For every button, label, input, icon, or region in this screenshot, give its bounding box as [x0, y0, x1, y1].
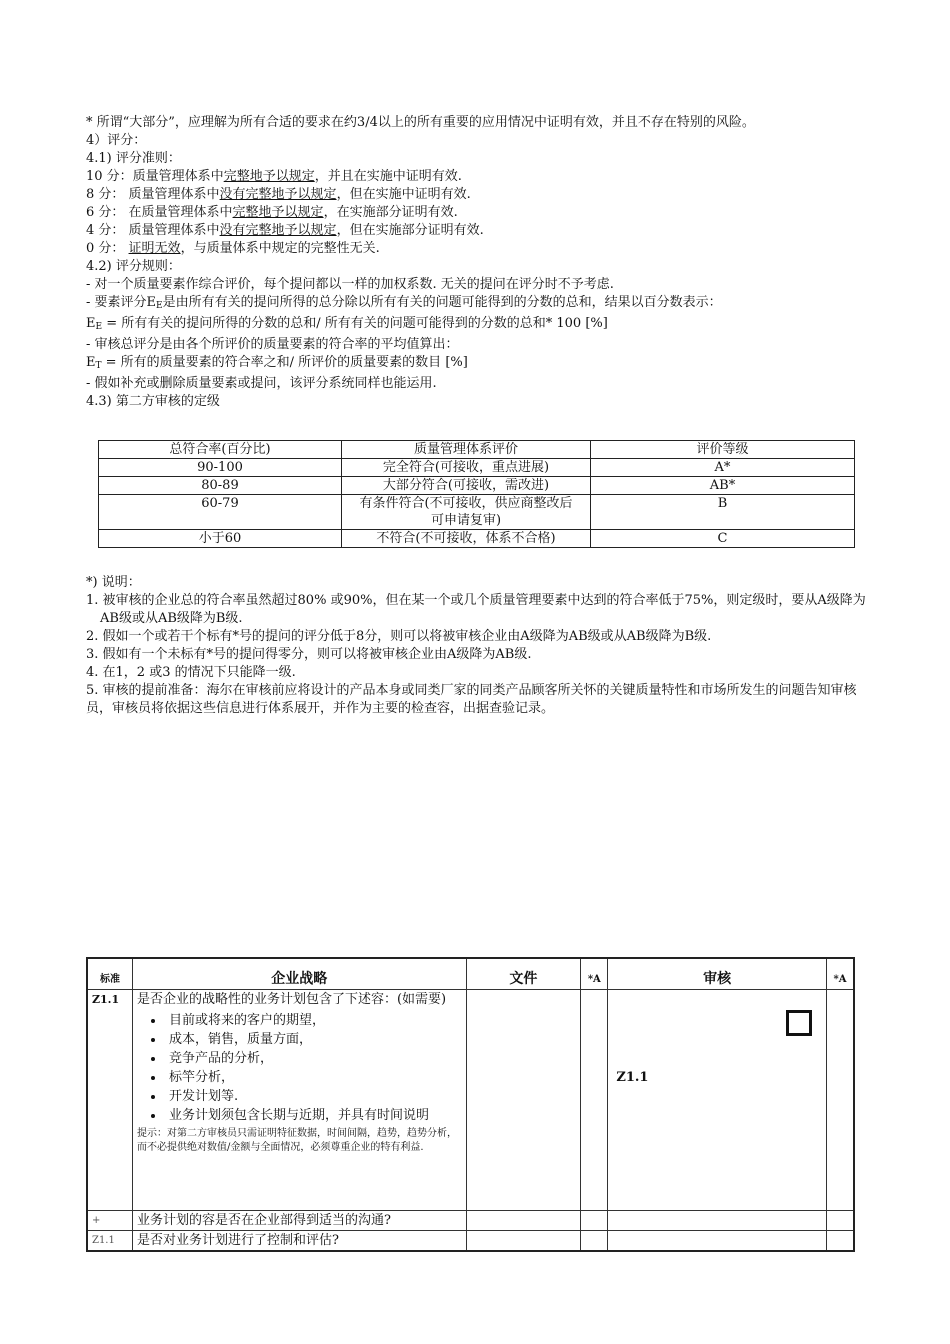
header-audit: 审核	[608, 958, 827, 990]
score-6	[86, 204, 876, 222]
rule-3: - 审核总评分是由各个所评价的质量要素的符合率的平均值算出：	[86, 337, 459, 352]
audit-cell[interactable]	[608, 1231, 827, 1252]
score-10-post: ，并且在实施中证明有效.	[314, 169, 462, 184]
star-cell[interactable]	[581, 1211, 608, 1231]
score-6-pre: 6 分： 在质量管理体系中	[86, 205, 233, 220]
list-item: • 竞争产品的分析，	[165, 1049, 462, 1068]
header-star-a: *A	[581, 958, 608, 990]
rule-1: - 对一个质量要素作综合评价，每个提问都以一样的加权系数. 无关的提问在评分时不予考虑.	[86, 277, 614, 292]
grading-row	[99, 459, 855, 477]
grading-table	[98, 440, 855, 548]
star-cell-2[interactable]	[826, 990, 854, 1211]
rule-2-sub: E	[156, 301, 163, 311]
grade-cell: A*	[591, 459, 855, 477]
score-0	[86, 240, 876, 258]
checkbox[interactable]	[786, 1010, 812, 1036]
notes-title: *) 说明：	[86, 575, 141, 590]
row-standard-id: Z1.1	[87, 990, 132, 1211]
audit-code-label: Z1.1	[616, 1070, 649, 1085]
score-8-underlined: 没有完整地予以规定	[219, 187, 337, 202]
list-item: • 成本，销售，质量方面，	[165, 1030, 462, 1049]
rules-title: 4.2) 评分规则：	[86, 259, 181, 274]
rate-cell: 80-89	[99, 477, 342, 495]
hint-text: 提示：对第二方审核员只需证明特征数据，时间间隔，趋势，趋势分析，而不必提供绝对数值/金额与全面情况，必须尊重企业的特有利益.	[136, 1128, 457, 1153]
eval-cell: 有条件符合(不可接收，供应商整改后可申请复审)	[342, 495, 591, 530]
score-8-post: ，但在实施中证明有效.	[336, 187, 471, 202]
audit-row	[87, 990, 854, 1211]
star-cell-2[interactable]	[826, 1211, 854, 1231]
grading-row	[99, 477, 855, 495]
formula-t-rhs: = 所有的质量要素的符合率之和/ 所评价的质量要素的数目 [%]	[101, 355, 468, 370]
header-system-eval: 质量管理体系评价	[342, 441, 591, 459]
note-item: 1. 被审核的企业总的符合率虽然超过80% 或90%，但在某一个或几个质量管理要素中达到的符合率低于75%，则定级时，要从A级降为AB级或从AB级降为B级.	[86, 593, 866, 626]
score-4-post: ，但在实施部分证明有效.	[336, 223, 484, 238]
header-file: 文件	[466, 958, 581, 990]
eval-cell: 大部分符合(可接收，需改进)	[342, 477, 591, 495]
grading-title: 4.3) 第二方审核的定级	[86, 394, 220, 409]
audit-row	[87, 1211, 854, 1231]
note-item: 5. 审核的提前准备：海尔在审核前应将设计的产品本身或同类厂家的同类产品顾客所关怀的关键质量特性和市场所发生的问题告知审核员，审核员将依据这些信息进行体系展开，并作为主要的检查容，出据查验记录。	[86, 683, 857, 716]
criteria-title: 4.1) 评分准则：	[86, 151, 181, 166]
header-strategy: 企业战略	[132, 958, 466, 990]
formula-e-sub: E	[95, 322, 103, 332]
audit-checklist-table	[86, 957, 855, 1252]
question-text: 是否企业的战略性的业务计划包含了下述容：(如需要)	[136, 992, 447, 1007]
note-item: 3. 假如有一个未标有*号的提问得零分，则可以将被审核企业由A级降为AB级.	[86, 647, 532, 662]
rule-2	[86, 294, 876, 315]
note-item: 2. 假如一个或若干个标有*号的提问的评分低于8分，则可以将被审核企业由A级降为AB级或从AB级降为B级.	[86, 629, 712, 644]
notes-section	[86, 574, 882, 718]
score-4-underlined: 没有完整地予以规定	[219, 223, 337, 238]
rule-2-pre: - 要素评分E	[86, 295, 157, 310]
grading-row	[99, 530, 855, 548]
grading-row	[99, 495, 855, 530]
note-majority: * 所谓“大部分”，应理解为所有合适的要求在约3/4以上的所有重要的应用情况中证明有效，并且不存在特别的风险。	[86, 115, 755, 130]
score-6-underlined: 完整地予以规定	[232, 205, 324, 220]
audit-header-row	[87, 958, 854, 990]
header-total-rate: 总符合率(百分比)	[99, 441, 342, 459]
scoring-section	[86, 114, 876, 411]
score-0-underlined: 证明无效	[128, 241, 181, 256]
rate-cell: 小于60	[99, 530, 342, 548]
formula-t-sub: T	[95, 361, 102, 371]
file-cell[interactable]	[466, 1231, 581, 1252]
list-item: • 标竿分析，	[165, 1068, 462, 1087]
rule-2-post: 是由所有有关的提问所得的总分除以所有有关的问题可能得到的分数的总和，结果以百分数表示：	[162, 295, 722, 310]
rate-cell: 60-79	[99, 495, 342, 530]
star-cell-2[interactable]	[826, 1231, 854, 1252]
star-cell[interactable]	[581, 990, 608, 1211]
list-item: • 目前或将来的客户的期望，	[165, 1011, 462, 1030]
grading-header-row	[99, 441, 855, 459]
rule-4: - 假如补充或删除质量要素或提问，该评分系统同样也能运用.	[86, 376, 437, 391]
score-0-pre: 0 分：	[86, 241, 129, 256]
score-4-pre: 4 分： 质量管理体系中	[86, 223, 220, 238]
rate-cell: 90-100	[99, 459, 342, 477]
formula-t-lhs: E	[86, 355, 96, 370]
list-item: • 业务计划须包含长期与近期，并具有时间说明	[165, 1106, 462, 1125]
score-0-post: ，与质量体系中规定的完整性无关.	[180, 241, 380, 256]
question-cell	[132, 990, 466, 1211]
row-standard-id: +	[87, 1211, 132, 1231]
header-grade: 评价等级	[591, 441, 855, 459]
eval-cell: 完全符合(可接收，重点进展)	[342, 459, 591, 477]
grade-cell: B	[591, 495, 855, 530]
star-cell[interactable]	[581, 1231, 608, 1252]
question-cell: 业务计划的容是否在企业部得到适当的沟通?	[132, 1211, 466, 1231]
formula-e-lhs: E	[86, 316, 96, 331]
score-6-post: ，在实施部分证明有效.	[323, 205, 458, 220]
requirement-list	[137, 1011, 462, 1125]
list-item: • 开发计划等.	[165, 1087, 462, 1106]
formula-element-score	[86, 315, 876, 336]
question-cell: 是否对业务计划进行了控制和评估?	[132, 1231, 466, 1252]
grade-cell: AB*	[591, 477, 855, 495]
eval-cell: 不符合(不可接收，体系不合格)	[342, 530, 591, 548]
score-10-underlined: 完整地予以规定	[223, 169, 315, 184]
audit-cell-content	[612, 990, 822, 1210]
grade-cell: C	[591, 530, 855, 548]
score-4	[86, 222, 876, 240]
score-10	[86, 168, 876, 186]
file-cell[interactable]	[466, 990, 581, 1211]
score-8	[86, 186, 876, 204]
note-item: 4. 在1，2 或3 的情况下只能降一级.	[86, 665, 296, 680]
formula-e-rhs: = 所有有关的提问所得的分数的总和/ 所有有关的问题可能得到的分数的总和* 100 [%]	[102, 316, 608, 331]
score-8-pre: 8 分： 质量管理体系中	[86, 187, 220, 202]
audit-cell[interactable]	[608, 990, 827, 1211]
audit-row	[87, 1231, 854, 1252]
header-standard: 标准	[87, 958, 132, 990]
score-10-pre: 10 分：质量管理体系中	[86, 169, 224, 184]
audit-cell[interactable]	[608, 1211, 827, 1231]
header-star-a-2: *A	[826, 958, 854, 990]
formula-total-score	[86, 354, 876, 375]
scoring-title: 4）评分：	[86, 133, 147, 148]
file-cell[interactable]	[466, 1211, 581, 1231]
row-standard-id: Z1.1	[87, 1231, 132, 1252]
